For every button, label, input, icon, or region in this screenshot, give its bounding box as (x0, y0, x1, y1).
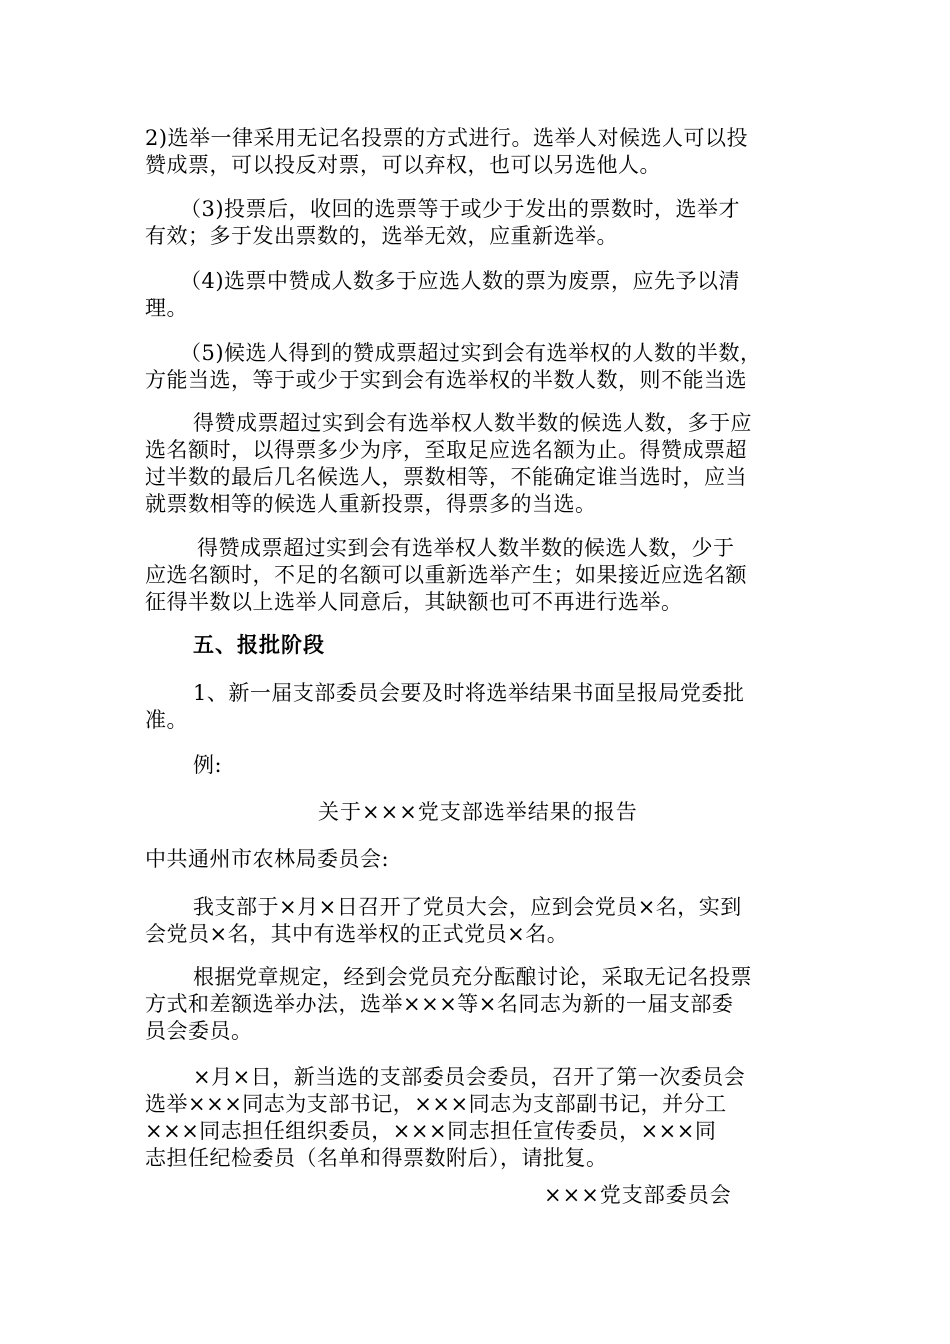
text-line: 方能当选，等于或少于实到会有选举权的半数人数，则不能当选 (145, 368, 747, 392)
text-line: ×××同志担任组织委员，×××同志担任宣传委员，×××同 (145, 1119, 717, 1143)
text-line: 选举×××同志为支部书记，×××同志为支部副书记，并分工 (145, 1092, 727, 1116)
text-line: ×月×日，新当选的支部委员会委员，召开了第一次委员会 (193, 1065, 746, 1089)
text-line: 1、新一届支部委员会要及时将选举结果书面呈报局党委批 (193, 681, 745, 705)
text-line: 过半数的最后几名候选人，票数相等，不能确定谁当选时，应当 (145, 465, 747, 489)
paragraph-majority-rule (145, 410, 863, 518)
report-paragraph-meeting (145, 894, 863, 948)
text-line: 我支部于×月×日召开了党员大会，应到会党员×名，实到 (193, 895, 742, 919)
report-title: 关于×××党支部选举结果的报告 (318, 800, 638, 824)
text-line: 应选名额时，不足的名额可以重新选举产生；如果接近应选名额 (145, 563, 747, 587)
text-line: 方式和差额选举办法，选举×××等×名同志为新的一届支部委 (145, 992, 734, 1016)
addressee: 中共通州市农林局委员会: (145, 847, 390, 871)
text-line: （5)候选人得到的赞成票超过实到会有选举权的人数的半数， (180, 341, 762, 365)
text-line: 2)选举一律采用无记名投票的方式进行。选举人对候选人可以投 (145, 126, 749, 150)
paragraph-item-3 (145, 196, 850, 250)
example-label: 例: (193, 753, 223, 777)
text-line: 得赞成票超过实到会有选举权人数半数的候选人数，少于 (197, 536, 735, 560)
text-line: 征得半数以上选举人同意后，其缺额也可不再进行选举。 (145, 590, 683, 614)
section-heading: 五、报批阶段 (193, 633, 325, 657)
text-line: 赞成票，可以投反对票，可以弃权，也可以另选他人。 (145, 153, 661, 177)
text-line: 根据党章规定，经到会党员充分酝酿讨论，采取无记名投票 (193, 965, 752, 989)
text-line: 得赞成票超过实到会有选举权人数半数的候选人数，多于应 (193, 411, 752, 435)
text-line: 准。 (145, 708, 188, 732)
paragraph-shortfall-rule (145, 535, 867, 616)
paragraph-item-5 (145, 340, 850, 394)
paragraph-anonymous-vote (145, 125, 815, 179)
report-paragraph-assignment (145, 1064, 863, 1172)
paragraph-step-one (145, 680, 863, 734)
text-line: 就票数相等的候选人重新投票，得票多的当选。 (145, 492, 597, 516)
text-line: 理。 (145, 296, 188, 320)
paragraph-item-4 (145, 268, 850, 322)
text-line: （3)投票后，收回的选票等于或少于发出的票数时，选举才 (180, 197, 741, 221)
text-line: 志担任纪检委员（名单和得票数附后），请批复。 (145, 1146, 608, 1170)
report-paragraph-election (145, 964, 863, 1045)
signature: ×××党支部委员会 (544, 1183, 732, 1207)
text-line: （4)选票中赞成人数多于应选人数的票为废票，应先予以清 (180, 269, 741, 293)
text-line: 选名额时，以得票多少为序，至取足应选名额为止。得赞成票超 (145, 438, 747, 462)
text-line: 员会委员。 (145, 1019, 253, 1043)
text-line: 会党员×名，其中有选举权的正式党员×名。 (145, 922, 569, 946)
text-line: 有效；多于发出票数的，选举无效，应重新选举。 (145, 224, 618, 248)
